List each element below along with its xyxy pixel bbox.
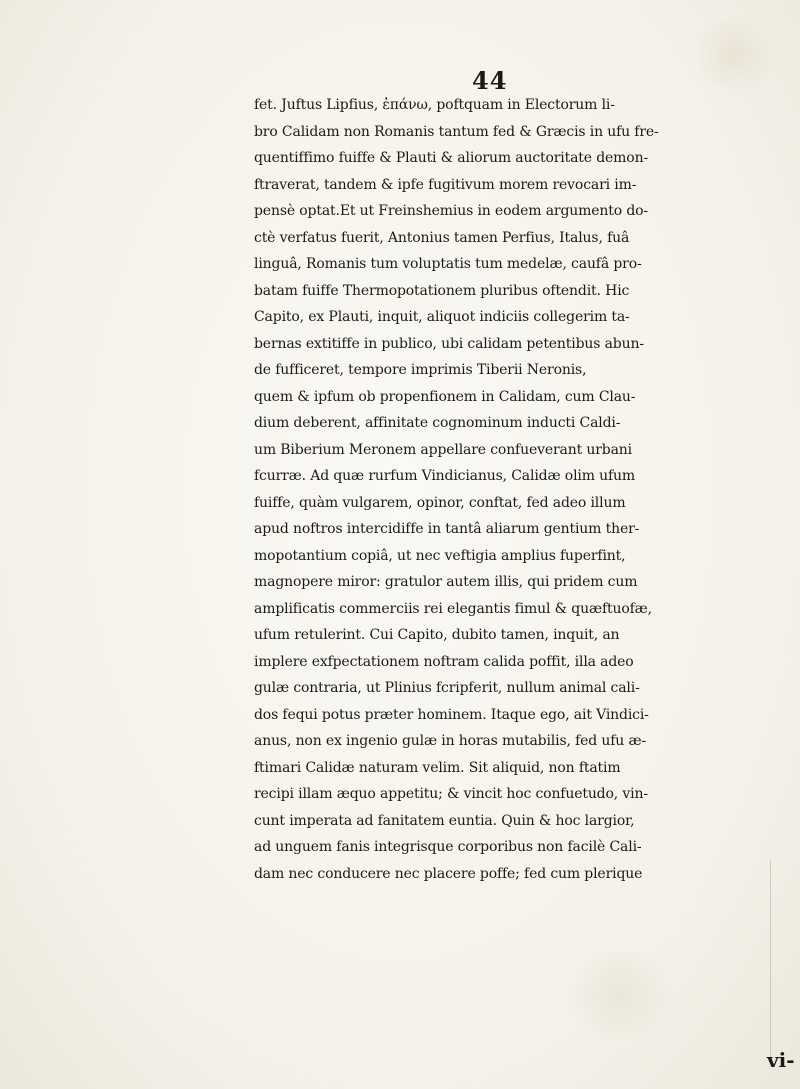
text-line: ctè verfatus fuerit, Antonius tamen Perfius, Italus, fuâ [254, 229, 630, 246]
text-line: implere exfpectationem noftram calida poffit, illa adeo [254, 653, 634, 670]
text-line: batam fuiffe Thermopotationem pluribus oftendit. Hic [254, 282, 630, 299]
text-line: ad unguem fanis integrisque corporibus non facilè Cali- [254, 839, 642, 855]
catchword: vi- [767, 1048, 795, 1072]
text-line: dium deberent, affinitate cognominum inducti Caldi- [254, 415, 621, 431]
paper-crease [770, 860, 771, 1060]
text-line: de fufficeret, tempore imprimis Tiberii Neronis, [254, 362, 587, 378]
text-line: fuiffe, quàm vulgarem, opinor, conftat, fed adeo illum [254, 494, 626, 511]
text-line: anus, non ex ingenio gulæ in horas mutabilis, fed ufu æ- [254, 733, 647, 749]
text-line: apud noftros intercidiffe in tantâ aliarum gentium ther- [254, 521, 640, 537]
text-line: Capito, ex Plauti, inquit, aliquot indiciis collegerim ta- [254, 309, 630, 325]
text-line: ftraverat, tandem & ipfe fugitivum morem revocari im- [254, 176, 637, 193]
main-text [254, 92, 800, 887]
text-line: quem & ipfum ob propenfionem in Calidam, cum Clau- [254, 388, 636, 405]
text-line: bernas extitiffe in publico, ubi calidam petentibus abun- [254, 335, 644, 352]
page-number: 44 [472, 66, 508, 95]
text-line: dos fequi potus præter hominem. Itaque ego, ait Vindici- [254, 706, 649, 723]
paper-stain [690, 20, 780, 90]
text-line: cunt imperata ad fanitatem euntia. Quin & hoc largior, [254, 812, 635, 829]
text-line: fcurræ. Ad quæ rurfum Vindicianus, Calidæ olim ufum [254, 468, 636, 484]
text-line: bro Calidam non Romanis tantum fed & Græcis in ufu fre- [254, 123, 659, 140]
text-line: dam nec conducere nec placere poffe; fed cum plerique [254, 865, 643, 882]
text-line: gulæ contraria, ut Plinius fcripferit, nullum animal cali- [254, 680, 640, 696]
paper-stain [560, 950, 680, 1040]
text-line: magnopere miror: gratulor autem illis, qui pridem cum [254, 574, 638, 590]
text-line: recipi illam æquo appetitu; & vincit hoc confuetudo, vin- [254, 786, 648, 802]
text-line: amplificatis commerciis rei elegantis fimul & quæftuofæ, [254, 600, 652, 617]
text-line: um Biberium Meronem appellare confueverant urbani [254, 441, 632, 458]
text-line: pensè optat.Et ut Freinshemius in eodem argumento do- [254, 203, 648, 219]
text-line: ufum retulerint. Cui Capito, dubito tamen, inquit, an [254, 627, 620, 643]
text-line: fet. Juftus Lipfius, ἐπάνω, poftquam in Electorum li- [254, 97, 615, 113]
text-line: linguâ, Romanis tum voluptatis tum medelæ, caufâ pro- [254, 256, 642, 272]
text-line: ftimari Calidæ naturam velim. Sit aliquid, non ftatim [254, 759, 621, 776]
text-line: mopotantium copiâ, ut nec veftigia amplius fuperfint, [254, 547, 626, 564]
text-line: quentiffimo fuiffe & Plauti & aliorum auctoritate demon- [254, 150, 649, 166]
